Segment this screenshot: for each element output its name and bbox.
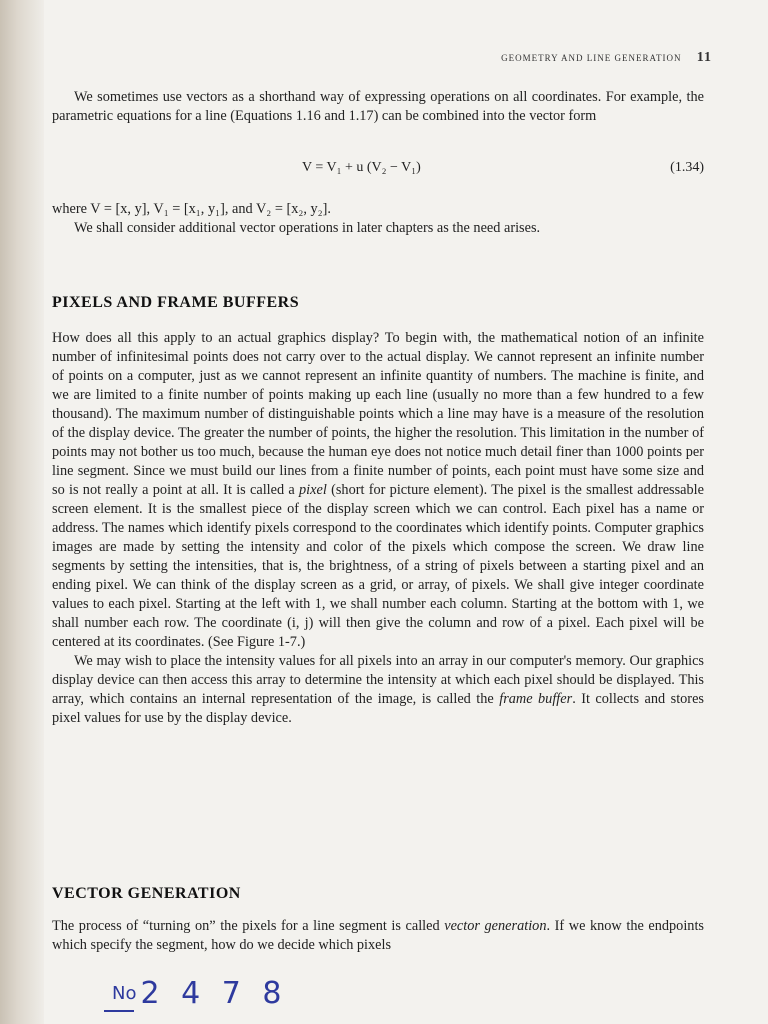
vector-p1-text-b: . If we know the endpoints which specify the segment, how do we decide which pixels — [52, 918, 704, 953]
pixels-p1-text-a: How does all this apply to an actual graphics display? To begin with, the mathematical notion of an infinite number of infinitesimal points does not carry over to the actual display. We cannot represent an infinite number of points on a computer, just as we cannot represent an infinite quantity of numbers. The machine is finite, and we are limited to a finite number of points making up each line (usually no more than a few hundred to a few thousand). The maximum number of distinguishable points which a line may have is a measure of the resolution of the display device. The greater the number of points, the higher the resolution. This limitation in the number of points may not bother us too much, because the human eye does not notice much detail finer than 1000 points per line segment. Since we must build our lines from a finite number of points, each point must have some size and so is not really a point at all. It is called a — [52, 330, 704, 498]
vector-p1-text-a: The process of “turning on” the pixels for a line segment is called — [52, 918, 445, 934]
term-frame-buffer: frame buffer — [499, 691, 573, 707]
intro-block — [52, 88, 704, 126]
pixels-paragraph-2 — [52, 652, 704, 728]
running-head-title: GEOMETRY AND LINE GENERATION — [501, 53, 682, 63]
intro-paragraph: We sometimes use vectors as a shorthand way of expressing operations on all coordinates. For example, the parametric equations for a line (Equations 1.16 and 1.17) can be combined into the vector form — [52, 89, 704, 124]
pixels-p2-text-b: . It collects and stores pixel values for use by the display device. — [52, 691, 704, 726]
pixels-p1-text-b: (short for picture element). The pixel is the smallest addressable screen element. It is the smallest piece of the display screen which we can control. Each pixel has a name or address. The names which identify pixels correspond to the coordinates which identify points. Computer graphics images are made by setting the intensity and color of the pixels which compose the screen. We draw line segments by setting the intensities, that is, the brightness, of a string of pixels between a starting pixel and an ending pixel. We can think of the display screen as a grid, or array, of pixels. We shall give integer coordinate values to each pixel. Starting at the left with 1, we shall number each column. Starting at the bottom with 1, we shall number each row. The coordinate (i, j) will then give the column and row of a pixel. Each pixel will be centered at its coordinates. (See Figure 1-7.) — [52, 482, 704, 650]
vector-section-body — [52, 917, 704, 955]
page-number: 11 — [696, 50, 712, 65]
vector-equation: V = V₁ + u (V₂ − V₁) — [302, 160, 421, 175]
vector-ops-paragraph: We shall consider additional vector operations in later chapters as the need arises. — [74, 220, 541, 236]
term-pixel: pixel — [299, 482, 327, 498]
running-head — [501, 50, 712, 66]
inventory-stamp — [112, 976, 287, 1011]
pixels-p2-text-a: We may wish to place the intensity values for all pixels into an array in our computer's memory. Our graphics display device can then access this array to determine the intensity at which each pixel should be displayed. This array, which contains an internal representation of the image, is called the — [52, 653, 704, 707]
page-gutter-shadow — [0, 0, 44, 1024]
pixels-paragraph-1 — [52, 329, 704, 652]
where-block — [52, 200, 704, 238]
where-line: where V = [x, y], V₁ = [x₁, y₁], and V₂ = [x₂, y₂]. — [52, 201, 331, 217]
stamp-prefix: No — [112, 983, 137, 1004]
term-vector-generation: vector generation — [444, 918, 547, 934]
stamp-number: 2 4 7 8 — [140, 976, 288, 1011]
stamp-underline — [104, 1010, 134, 1012]
section-heading-vector: VECTOR GENERATION — [52, 885, 241, 902]
book-page — [52, 0, 712, 1024]
vector-paragraph-1 — [52, 917, 704, 955]
pixels-section-body — [52, 329, 704, 728]
equation-number: (1.34) — [670, 160, 704, 175]
section-heading-pixels: PIXELS AND FRAME BUFFERS — [52, 294, 300, 311]
equation-line — [52, 160, 704, 182]
